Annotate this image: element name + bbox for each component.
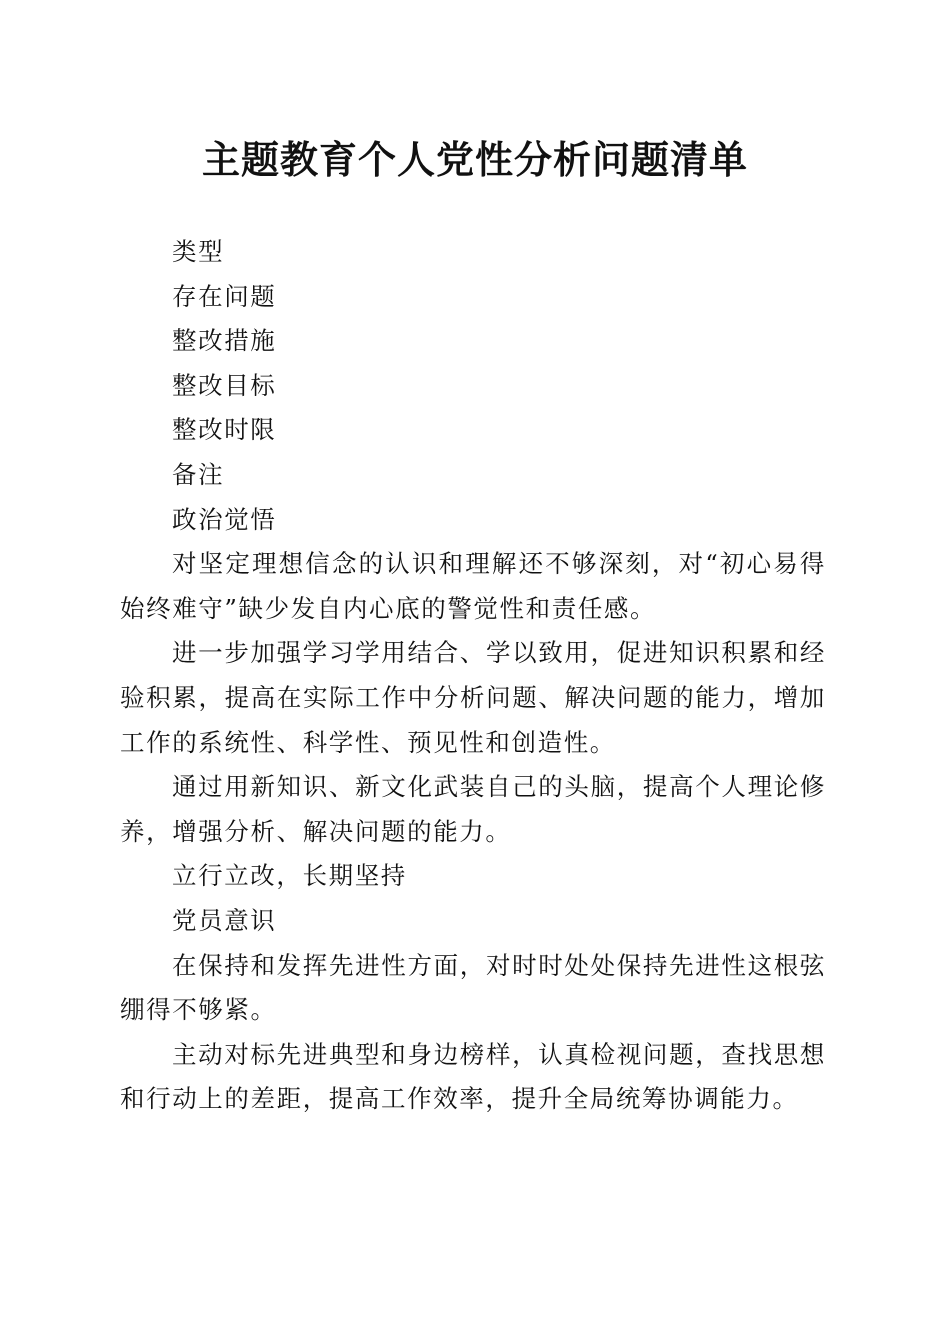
paragraph-remarks-label: 备注	[172, 459, 225, 489]
paragraph-party-member-awareness: 党员意识	[172, 905, 277, 935]
paragraph-political-awareness: 政治觉悟	[172, 504, 277, 534]
paragraph-rectification-measures-label: 整改措施	[172, 326, 277, 356]
document-title: 主题教育个人党性分析问题清单	[201, 137, 748, 182]
paragraph-existing-problems-label: 存在问题	[172, 281, 277, 311]
paragraph-problem-2: 在保持和发挥先进性方面，对时时处处保持先进性这根弦绷得不够紧。	[120, 950, 826, 1025]
paragraph-measure-1: 进一步加强学习学用结合、学以致用，促进知识积累和经验积累，提高在实际工作中分析问题、解决问题的能力，增加工作的系统性、科学性、预见性和创造性。	[120, 638, 826, 757]
paragraph-problem-1: 对坚定理想信念的认识和理解还不够深刻，对“初心易得始终难守”缺少发自内心底的警觉性和责任感。	[120, 549, 826, 623]
paragraph-rectification-goals-label: 整改目标	[172, 370, 277, 400]
paragraph-type-label: 类型	[172, 237, 225, 266]
paragraph-rectification-deadline-label: 整改时限	[172, 415, 277, 445]
paragraph-goal-1: 通过用新知识、新文化武装自己的头脑，提高个人理论修养，增强分析、解决问题的能力。	[120, 772, 826, 846]
document-body	[120, 230, 826, 1122]
paragraph-measure-2: 主动对标先进典型和身边榜样，认真检视问题，查找思想和行动上的差距，提高工作效率，提升全局统筹协调能力。	[120, 1039, 826, 1114]
paragraph-deadline-1: 立行立改，长期坚持	[172, 861, 407, 891]
